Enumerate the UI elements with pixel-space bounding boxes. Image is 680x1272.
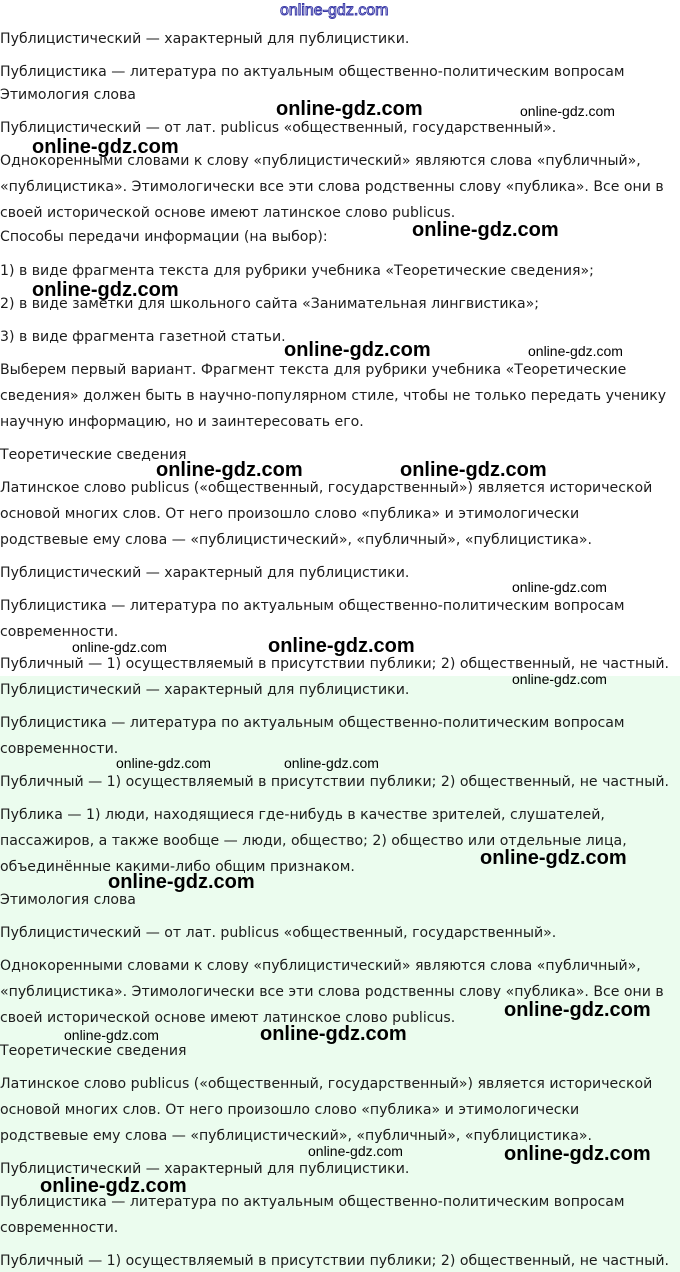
watermark: online-gdz.com [504,999,651,1021]
text-line: Публицистический — характерный для публицистики. [0,565,410,581]
text-line: Публицистика — литература по актуальным общественно-политическим вопросам [0,598,625,614]
text-line: объединённые какими-либо общим признаком. [0,859,355,875]
text-line: родствевые ему слова — «публицистический», «публичный», «публицистика». [0,532,593,548]
text-line: своей исторической основе имеют латинское слово publicus. [0,205,456,221]
text-line: Публицистика — литература по актуальным общественно-политическим вопросам [0,1194,625,1210]
watermark: online-gdz.com [32,136,179,158]
text-line: Публичный — 1) осуществляемый в присутствии публики; 2) общественный, не частный. [0,656,669,672]
watermark: online-gdz.com [32,279,179,301]
text-line: Публика — 1) люди, находящиеся где-нибудь в качестве зрителей, слушателей, [0,807,605,823]
section-heading: Этимология слова [0,87,136,103]
watermark: online-gdz.com [156,459,303,481]
text-line: пассажиров, а также вообще — люди, общество; 2) общество или отдельные лица, [0,833,627,849]
text-line: своей исторической основе имеют латинское слово publicus. [0,1010,456,1026]
text-line: основой многих слов. От него произошло слово «публика» и этимологически [0,1102,580,1118]
text-line: Публицистический — характерный для публицистики. [0,31,410,47]
watermark: online-gdz.com [72,639,167,655]
watermark: online-gdz.com [400,459,547,481]
watermark: online-gdz.com [512,579,607,595]
section-heading: Теоретические сведения [0,447,187,463]
text-line: Публицистический — характерный для публицистики. [0,682,410,698]
watermark: online-gdz.com [284,339,431,361]
text-line: Публицистический — от лат. publicus «общественный, государственный». [0,120,557,136]
text-line: Публичный — 1) осуществляемый в присутствии публики; 2) общественный, не частный. [0,774,669,790]
text-line: Публицистический — характерный для публицистики. [0,1161,410,1177]
text-line: Публицистика — литература по актуальным общественно-политическим вопросам [0,64,625,80]
watermark: online-gdz.com [276,98,423,120]
list-item: 2) в виде заметки для школьного сайта «Занимательная лингвистика»; [0,296,539,312]
text-line: Латинское слово publicus («общественный, государственный») является исторической [0,1076,653,1092]
watermark: online-gdz.com [520,103,615,119]
text-line: основой многих слов. От него произошло слово «публика» и этимологически [0,506,580,522]
section-heading: Этимология слова [0,892,136,908]
text-line: Однокоренными словами к слову «публицистический» являются слова «публичный», [0,958,641,974]
text-line: родствевые ему слова — «публицистический», «публичный», «публицистика». [0,1128,593,1144]
watermark: online-gdz.com [268,635,415,657]
text-line: сведения» должен быть в научно-популярном стиле, чтобы не только передать ученику [0,388,667,404]
watermark: online-gdz.com [116,755,211,771]
watermark: online-gdz.com [480,847,627,869]
text-line: Публицистический — от лат. publicus «общественный, государственный». [0,925,557,941]
list-item: 3) в виде фрагмента газетной статьи. [0,329,286,345]
list-item: 1) в виде фрагмента текста для рубрики учебника «Теоретические сведения»; [0,263,594,279]
watermark: online-gdz.com [40,1175,187,1197]
watermark: online-gdz.com [504,1143,651,1165]
watermark: online-gdz.com [260,1023,407,1045]
text-line: Выберем первый вариант. Фрагмент текста для рубрики учебника «Теоретические [0,362,627,378]
text-line: Публицистика — литература по актуальным общественно-политическим вопросам [0,715,625,731]
watermark: online-gdz.com [284,755,379,771]
text-line: «публицистика». Этимологически все эти слова родственны слову «публика». Все они в [0,179,664,195]
watermark: online-gdz.com [64,1027,159,1043]
text-line: Способы передачи информации (на выбор): [0,229,328,245]
text-line: «публицистика». Этимологически все эти слова родственны слову «публика». Все они в [0,984,664,1000]
watermark: online-gdz.com [412,219,559,241]
watermark: online-gdz.com [108,871,255,893]
text-line: Однокоренными словами к слову «публицистический» являются слова «публичный», [0,153,641,169]
text-line: Латинское слово publicus («общественный, государственный») является исторической [0,480,653,496]
text-line: современности. [0,1220,119,1236]
text-line: современности. [0,624,119,640]
header-watermark: online-gdz.com [280,2,389,19]
text-line: научную информацию, но и заинтересовать его. [0,414,364,430]
watermark: online-gdz.com [512,671,607,687]
watermark: online-gdz.com [308,1143,403,1159]
text-line: Публичный — 1) осуществляемый в присутствии публики; 2) общественный, не частный. [0,1253,669,1269]
section-heading: Теоретические сведения [0,1043,187,1059]
watermark: online-gdz.com [528,343,623,359]
text-line: современности. [0,741,119,757]
